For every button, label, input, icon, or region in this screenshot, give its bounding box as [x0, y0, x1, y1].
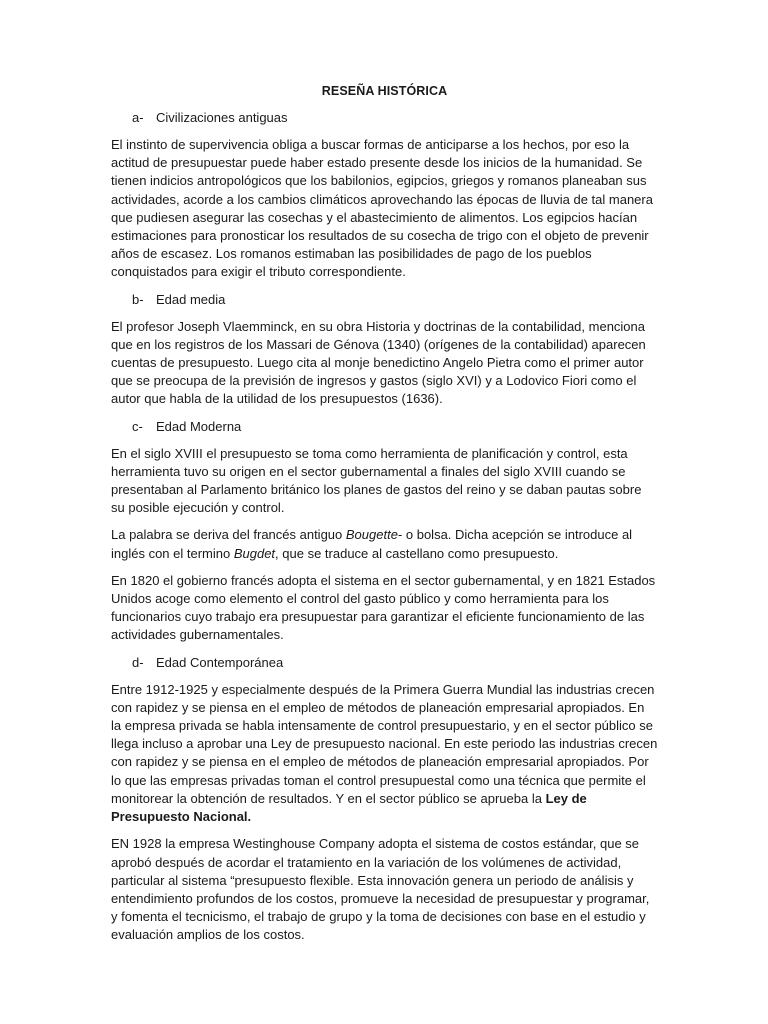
paragraph-etymology — [111, 526, 658, 562]
paragraph: El instinto de supervivencia obliga a buscar formas de anticiparse a los hechos, por eso la actitud de presupuestar puede haber estado presente desde los inicios de la humanidad. Se tienen indicios antropológicos que los babilonios, egipcios, griegos y romanos planeaban sus actividades, acorde a los cambios climáticos aprovechando las épocas de lluvia de tal manera que pudiesen asegurar las cosechas y el abastecimiento de alimentos. Los egipcios hacían estimaciones para pronosticar los resultados de su cosecha de trigo con el objeto de prevenir años de escasez. Los romanos estimaban las posibilidades de pago de los pueblos conquistados para exigir el tributo correspondiente. — [111, 137, 653, 280]
paragraph: EN 1928 la empresa Westinghouse Company adopta el sistema de costos estándar, que se aprobó después de acordar el tratamiento en la variación de los volúmenes de actividad, particular al sistema “presupuesto flexible. Esta innovación genera un periodo de análisis y entendimiento profundos de los costos, promueve la necesidad de presupuestar y programar, y fomenta el tecnicismo, el trabajo de grupo y la toma de decisiones con base en el estudio y evaluación amplios de los costos. — [111, 836, 650, 943]
italic-word: Bougette — [345, 527, 398, 543]
section-letter: c- — [132, 418, 143, 434]
section-letter: d- — [132, 654, 144, 670]
section-heading-a — [111, 109, 658, 126]
section-heading-b — [111, 291, 658, 308]
text-run: La palabra se deriva del francés antiguo — [111, 527, 346, 543]
text-run: - o bolsa. Dicha acepción se introduce al inglés con el termino — [111, 527, 633, 561]
section-title: Edad Moderna — [156, 418, 242, 434]
section-title: Edad Contemporánea — [156, 654, 284, 670]
paragraph: En 1820 el gobierno francés adopta el sistema en el sector gubernamental, y en 1821 Estados Unidos acoge como elemento el control del gasto público y como herramienta para los funcionarios cuyo trabajo era presupuestar para garantizar el eficiente funcionamiento de las actividades gubernamentales. — [111, 572, 656, 643]
section-letter: a- — [132, 110, 144, 125]
paragraph: El profesor Joseph Vlaemminck, en su obra Historia y doctrinas de la contabilidad, menciona que en los registros de los Massari de Génova (1340) (orígenes de la contabilidad) aparecen cuentas de presupuesto. Luego cita al monje benedictino Angelo Pietra como el primer autor que se preocupa de la previsión de ingresos y gastos (siglo XVI) y a Lodovico Fiori como el autor que habla de la utilidad de los presupuestos (1636). — [111, 318, 646, 407]
section-heading-d — [111, 654, 658, 671]
text-run: Entre 1912-1925 y especialmente después de la Primera Guerra Mundial las industrias crecen con rapidez y se piensa en el empleo de métodos de planeación empresarial apropiados. En la empresa privada se habla intensamente de control presupuestario, y en el sector público se llega incluso a aprobar una Ley de presupuesto nacional. En este periodo las industrias crecen con rapidez y se piensa en el empleo de métodos de planeación empresarial apropiados. Por lo que las empresas privadas toman el control presupuestal como una técnica que permite el monitorear la obtención de resultados. Y en el sector público se aprueba la — [111, 681, 658, 806]
page-title: RESEÑA HISTÓRICA — [321, 84, 448, 98]
paragraph: En el siglo XVIII el presupuesto se toma como herramienta de planificación y control, esta herramienta tuvo su origen en el sector gubernamental a finales del siglo XVIII cuando se presentaban al Parlamento británico los planes de gastos del reino y se daban pautas sobre su posible ejecución y control. — [111, 445, 642, 516]
section-title: Edad media — [156, 291, 226, 307]
text-run: , que se traduce al castellano como presupuesto. — [275, 545, 559, 561]
bold-text: Ley de Presupuesto Nacional. — [111, 790, 587, 825]
italic-word: Bugdet — [233, 545, 276, 561]
paragraph — [111, 681, 658, 827]
section-title: Civilizaciones antiguas — [156, 110, 288, 125]
section-letter: b- — [132, 291, 144, 307]
section-heading-c — [111, 418, 658, 435]
